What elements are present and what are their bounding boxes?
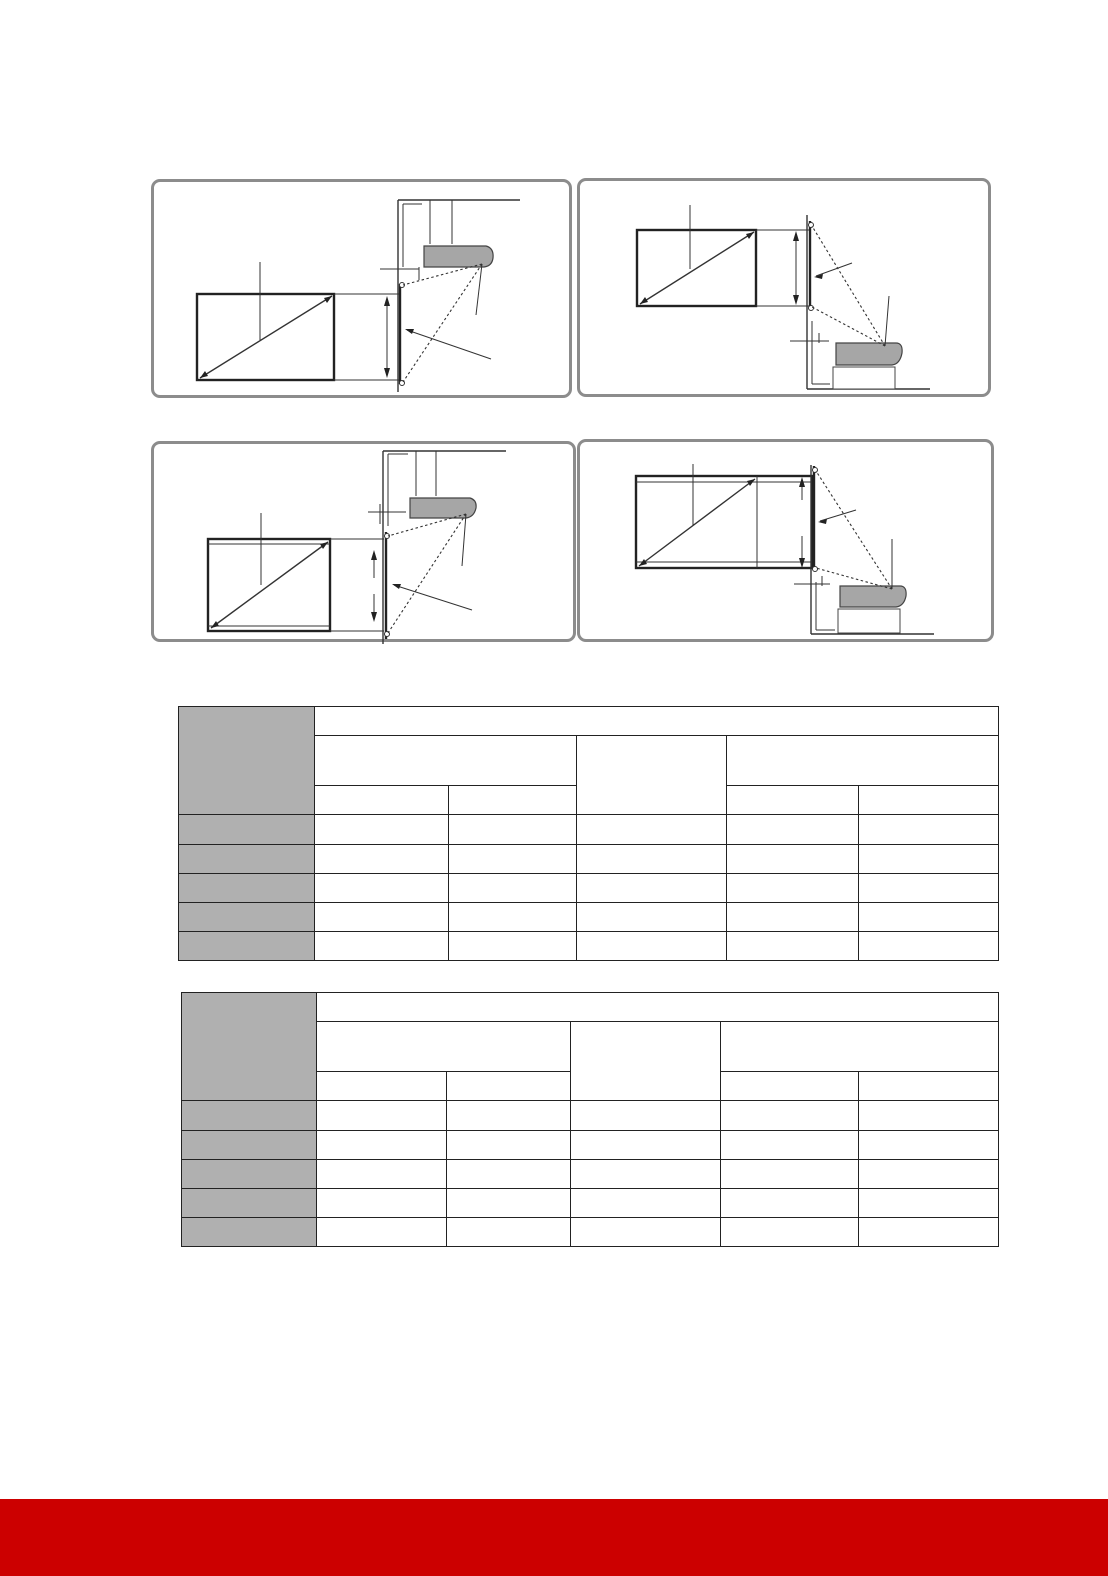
table-cell	[577, 815, 727, 844]
table-cell	[859, 1159, 999, 1188]
group-header-cell	[577, 736, 727, 815]
table-cell	[447, 1188, 571, 1217]
table-cell	[721, 1159, 859, 1188]
table-row	[179, 815, 999, 844]
table-cell	[721, 1101, 859, 1130]
row-header-cell	[179, 931, 315, 960]
group-header-cell	[721, 1022, 999, 1072]
sub-header-cell	[859, 786, 999, 815]
table-cell	[859, 1101, 999, 1130]
row-header-cell	[182, 1217, 317, 1246]
row-header-cell	[182, 1159, 317, 1188]
table-title-cell	[317, 993, 999, 1022]
table-cell	[571, 1188, 721, 1217]
table-cell	[571, 1101, 721, 1130]
table-row	[182, 1217, 999, 1246]
group-header-cell	[727, 736, 999, 786]
table-title-cell	[315, 707, 999, 736]
ceiling-front-installation-diagram-2	[151, 441, 576, 642]
sub-header-cell	[449, 786, 577, 815]
row-header-cell	[179, 815, 315, 844]
group-header-cell	[317, 1022, 571, 1072]
group-header-cell	[571, 1022, 721, 1101]
row-header-cell	[182, 1188, 317, 1217]
sub-header-cell	[721, 1072, 859, 1101]
ceiling-mount-drawing	[154, 182, 575, 401]
table-cell	[727, 902, 859, 931]
table-cell	[447, 1159, 571, 1188]
ceiling-front-installation-diagram	[151, 179, 572, 398]
projection-size-table-2	[181, 992, 999, 1247]
table-row	[182, 1130, 999, 1159]
sub-header-cell	[447, 1072, 571, 1101]
row-header-cell	[179, 873, 315, 902]
table-cell	[727, 931, 859, 960]
table-row	[179, 902, 999, 931]
table-cell	[449, 902, 577, 931]
table-row	[179, 873, 999, 902]
projector-icon	[836, 343, 902, 365]
table-cell	[447, 1217, 571, 1246]
row-header-cell	[179, 844, 315, 873]
table-cell	[721, 1188, 859, 1217]
table-cell	[859, 1188, 999, 1217]
sub-header-cell	[859, 1072, 999, 1101]
table-cell	[449, 873, 577, 902]
table-cell	[727, 844, 859, 873]
projector-icon	[840, 586, 906, 607]
row-header-cell	[179, 902, 315, 931]
table-cell	[317, 1101, 447, 1130]
table-cell	[449, 931, 577, 960]
sub-header-cell	[317, 1072, 447, 1101]
sub-header-cell	[727, 786, 859, 815]
table-cell	[315, 844, 449, 873]
table-cell	[571, 1159, 721, 1188]
table-cell	[859, 931, 999, 960]
table-cell	[315, 931, 449, 960]
floor-front-installation-diagram-2	[577, 439, 994, 642]
table-cell	[727, 815, 859, 844]
table-cell	[317, 1217, 447, 1246]
table-cell	[859, 815, 999, 844]
table-cell	[315, 873, 449, 902]
floor-mount-drawing	[580, 181, 994, 400]
projection-size-table-1	[178, 706, 999, 961]
row-header-cell	[182, 1101, 317, 1130]
table-row	[179, 931, 999, 960]
table-cell	[721, 1217, 859, 1246]
projector-icon	[424, 246, 493, 267]
footer-bar	[0, 1499, 1108, 1576]
table-cell	[859, 844, 999, 873]
table-row	[179, 844, 999, 873]
table-cell	[315, 815, 449, 844]
table-cell	[317, 1188, 447, 1217]
table-cell	[859, 902, 999, 931]
table-row	[182, 1159, 999, 1188]
table-cell	[447, 1101, 571, 1130]
table-cell	[317, 1159, 447, 1188]
table-cell	[571, 1217, 721, 1246]
table-row	[182, 1188, 999, 1217]
sub-header-cell	[315, 786, 449, 815]
table-cell	[721, 1130, 859, 1159]
ceiling-mount-drawing-2	[154, 444, 579, 645]
diagonal-arrow	[200, 296, 332, 378]
table-row	[182, 1101, 999, 1130]
table-cell	[571, 1130, 721, 1159]
header-corner-cell	[182, 993, 317, 1101]
table-cell	[577, 931, 727, 960]
table-cell	[859, 1130, 999, 1159]
table-cell	[859, 873, 999, 902]
table-cell	[859, 1217, 999, 1246]
table-cell	[317, 1130, 447, 1159]
floor-mount-drawing-2	[580, 442, 997, 645]
floor-front-installation-diagram	[577, 178, 991, 397]
table-cell	[449, 815, 577, 844]
table-cell	[577, 902, 727, 931]
group-header-cell	[315, 736, 577, 786]
table-cell	[449, 844, 577, 873]
table-cell	[727, 873, 859, 902]
image-area-rect	[636, 476, 812, 568]
table-cell	[447, 1130, 571, 1159]
table-cell	[577, 844, 727, 873]
header-corner-cell	[179, 707, 315, 815]
row-header-cell	[182, 1130, 317, 1159]
table-cell	[315, 902, 449, 931]
table-cell	[577, 873, 727, 902]
